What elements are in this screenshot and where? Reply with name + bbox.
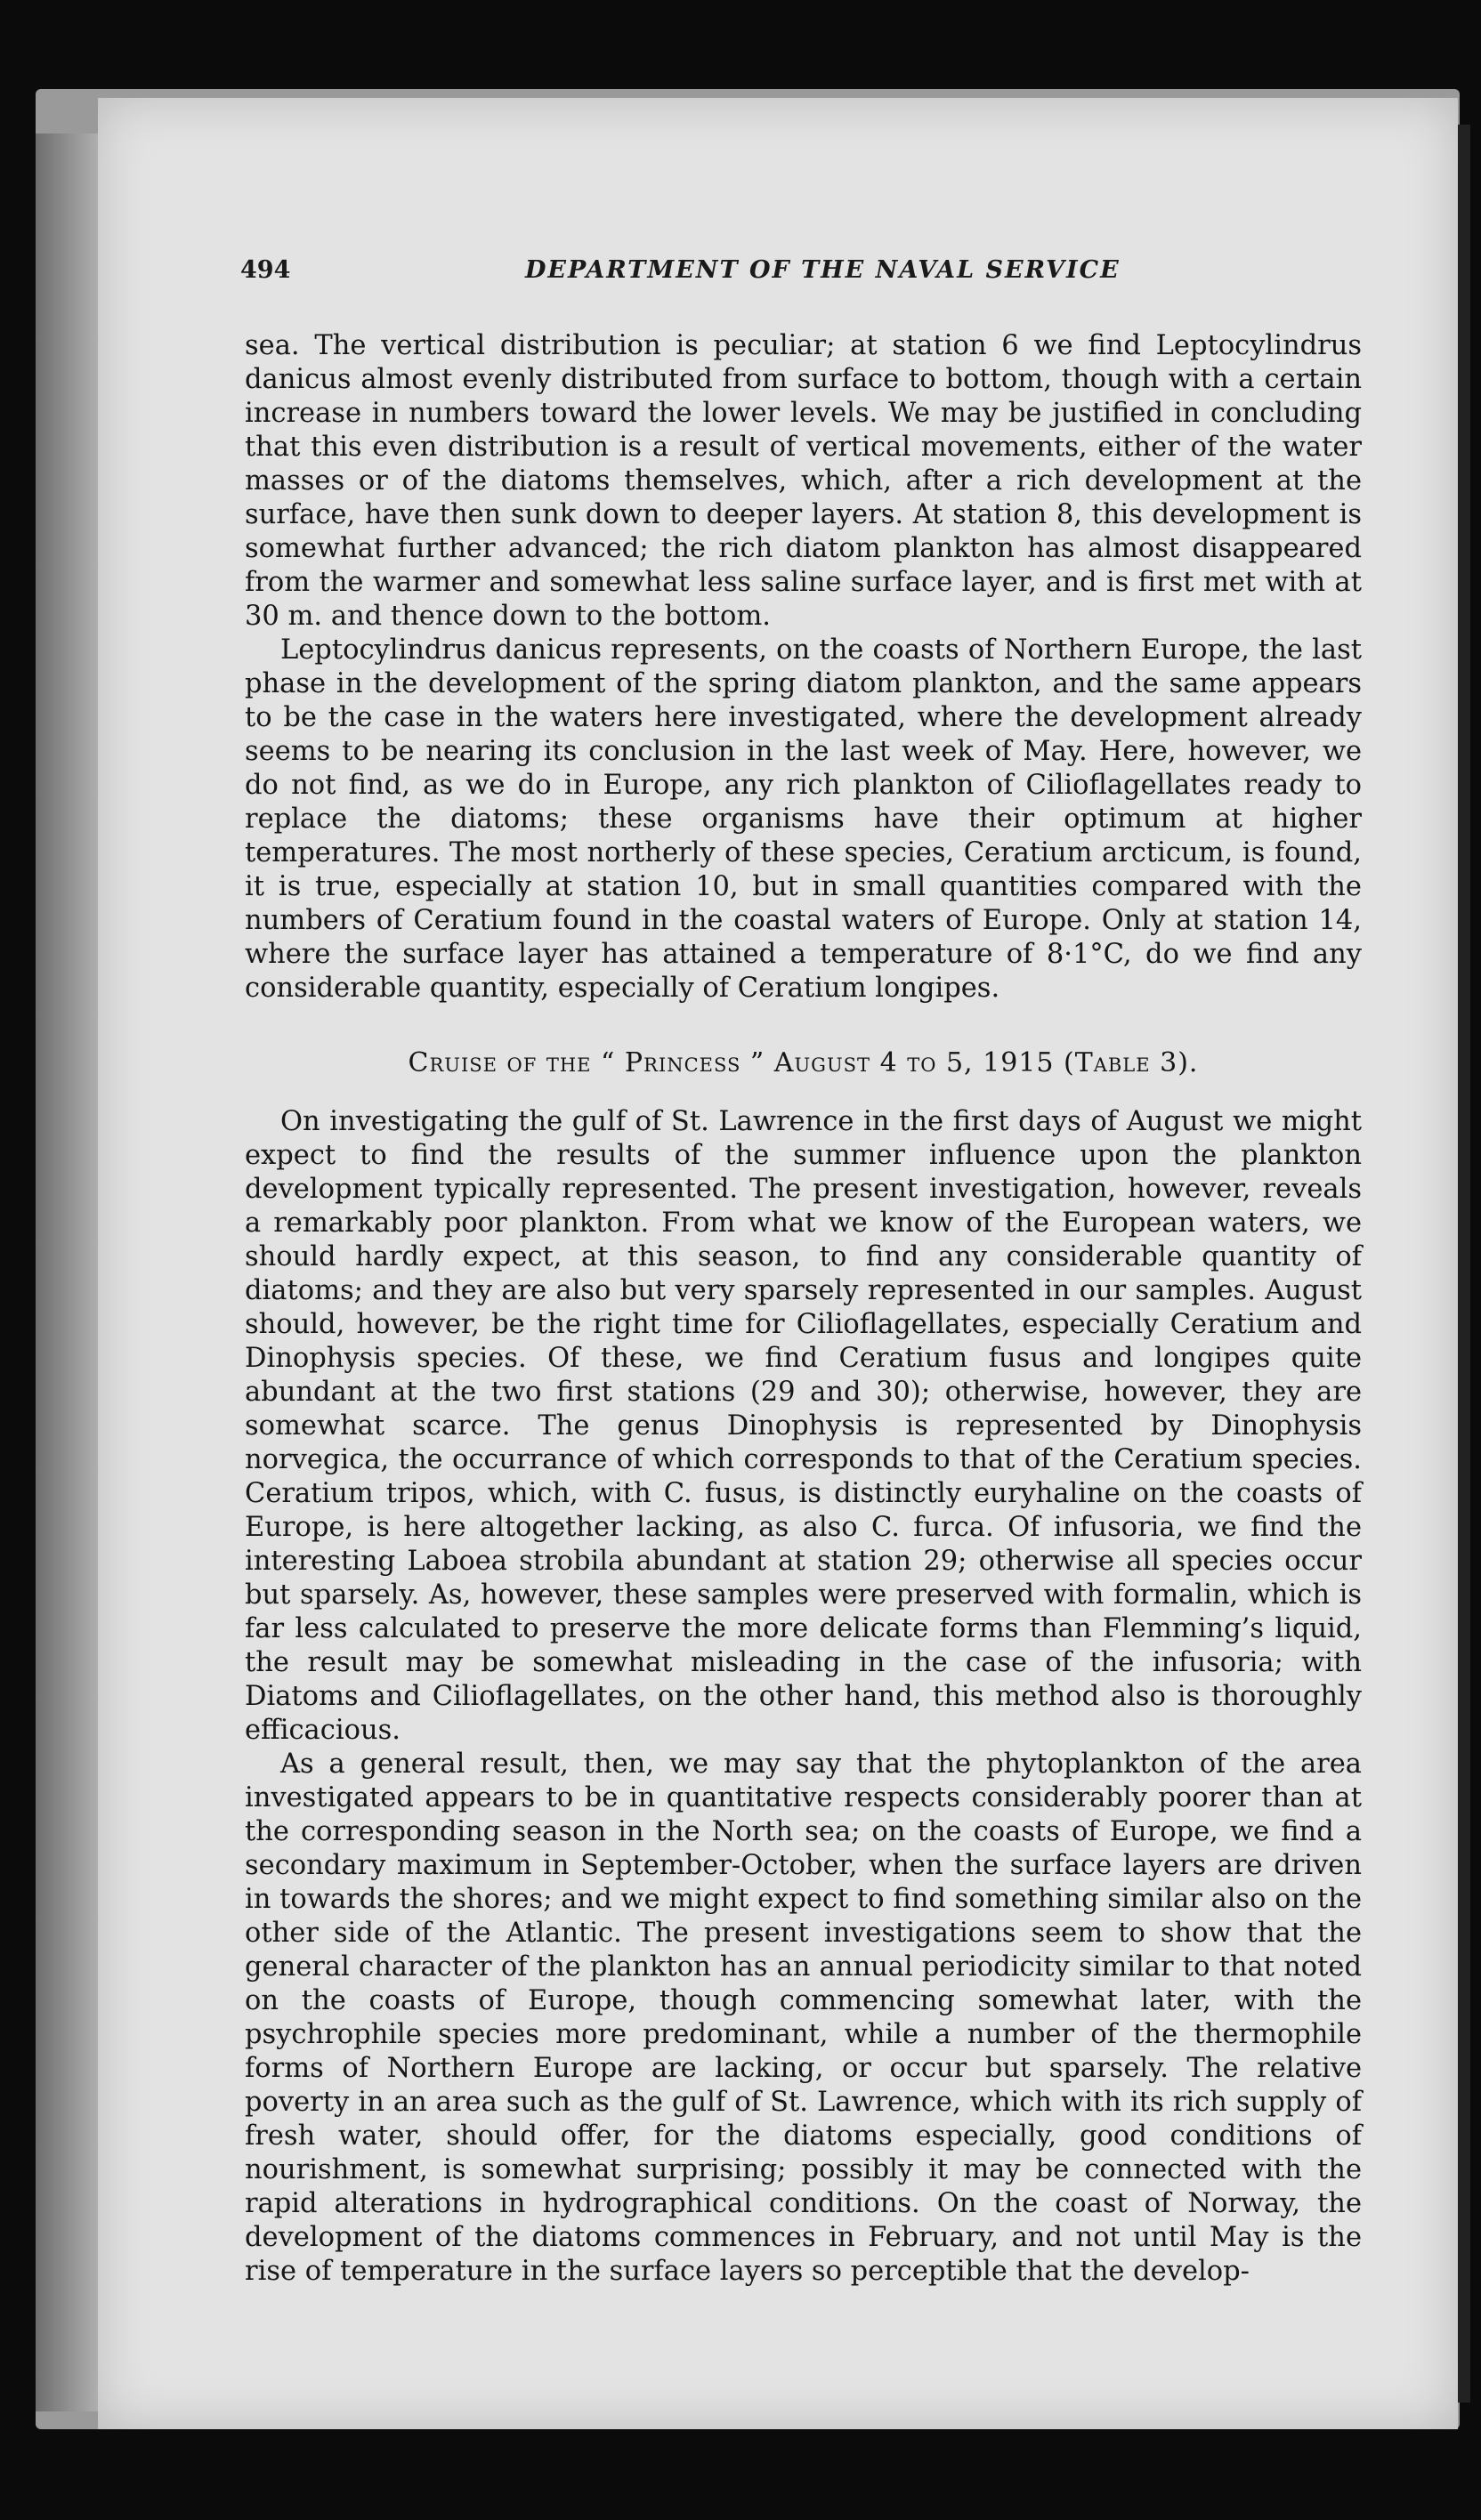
paragraph-3: On investigating the gulf of St. Lawrence in the first days of August we might expect to find the results of the summer influence upon the plankton development typically represented. The present investigation, however, reveals a remarkably poor plankton. From what we know of the European waters, we should hardly expect, at this season, to find any considerable quantity of diatoms; and they are also but very sparsely represented in our samples. August should, however, be the right time for Cilioflagellates, especially Ceratium and Dinophysis species. Of these, we find Ceratium fusus and longipes quite abundant at the two first stations (29 and 30); otherwise, however, they are somewhat scarce. The genus Dinophysis is represented by Dinophysis norvegica, the occurrance of which corresponds to that of the Ceratium species. Ceratium tripos, which, with C. fusus, is distinctly euryhaline on the coasts of Europe, is here altogether lacking, as also C. furca. Of infusoria, we find the interesting Laboea strobila abundant at station 29; otherwise all species occur but sparsely. As, however, these samples were preserved with formalin, which is far less calculated to preserve the more delicate forms than Flemming’s liquid, the result may be somewhat misleading in the case of the infusoria; with Diatoms and Cilioflagellates, on the other hand, this method also is thoroughly efficacious. [245, 1106, 1362, 1746]
section-heading: Cruise of the “ Princess ” August 4 to 5, 1915 (Table 3). [408, 1047, 1199, 1078]
running-head [240, 256, 1397, 292]
paragraph-1: sea. The vertical distribution is peculiar; at station 6 we find Leptocylindrus danicus almost evenly distributed from surface to bottom, though with a certain increase in numbers toward the lower levels. We may be justified in concluding that this even distribution is a result of vertical movements, either of the water masses or of the diatoms themselves, which, after a rich development at the surface, have then sunk down to deeper layers. At station 8, this development is somewhat further advanced; the rich diatom plankton has almost disappeared from the warmer and somewhat less saline surface layer, and is first met with at 30 m. and thence down to the bottom. [245, 330, 1362, 632]
running-title: DEPARTMENT OF THE NAVAL SERVICE [525, 256, 1121, 284]
paragraph-2: Leptocylindrus danicus represents, on the coasts of Northern Europe, the last phase in the development of the spring diatom plankton, and the same appears to be the case in the waters here investigated, where the development already seems to be nearing its conclusion in the last week of May. Here, however, we do not find, as we do in Europe, any rich plankton of Cilioflagellates ready to replace the diatoms; these organisms have their optimum at higher temperatures. The most northerly of these species, Ceratium arcticum, is found, it is true, especially at station 10, but in small quantities compared with the numbers of Ceratium found in the coastal waters of Europe. Only at station 14, where the surface layer has attained a temperature of 8·1°C, do we find any considerable quantity, especially of Ceratium longipes. [245, 634, 1362, 1004]
page-number: 494 [240, 256, 291, 284]
page-edge [1458, 125, 1470, 2403]
binding-shadow [36, 133, 107, 2411]
body-text [245, 329, 1362, 2289]
paragraph-4: As a general result, then, we may say that the phytoplankton of the area investigated appears to be in quantitative respects considerably poorer than at the corresponding season in the North sea; on the coasts of Europe, we find a secondary maximum in September-October, when the surface layers are driven in towards the shores; and we might expect to find something similar also on the other side of the Atlantic. The present investigations seem to show that the general character of the plankton has an annual periodicity similar to that noted on the coasts of Europe, though commencing somewhat later, with the psychrophile species more predominant, while a number of the thermophile forms of Northern Europe are lacking, or occur but sparsely. The relative poverty in an area such as the gulf of St. Lawrence, which with its rich supply of fresh water, should offer, for the diatoms especially, good conditions of nourishment, is somewhat surprising; possibly it may be connected with the rapid alterations in hydrographical conditions. On the coast of Norway, the development of the diatoms commences in February, and not until May is the rise of temperature in the surface layers so perceptible that the develop- [245, 1749, 1362, 2287]
